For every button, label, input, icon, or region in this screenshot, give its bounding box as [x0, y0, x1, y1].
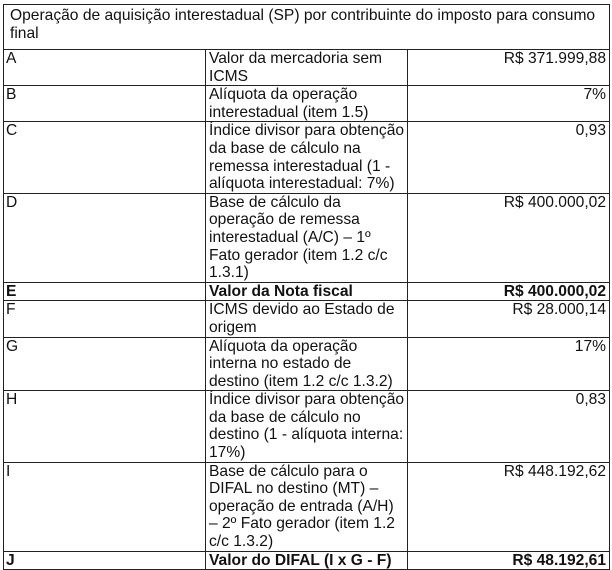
row-value: R$ 400.000,02	[408, 282, 610, 301]
row-letter: E	[4, 282, 206, 301]
row-description: Valor da Nota fiscal	[206, 282, 408, 301]
row-description: Valor da mercadoria sem ICMS	[206, 50, 408, 86]
row-letter: H	[4, 391, 206, 462]
row-description: Índice divisor para obtenção da base de cálculo na remessa interestadual (1 - alíquota interestadual: 7%)	[206, 122, 408, 193]
row-letter: B	[4, 86, 206, 122]
table-row-difal-total	[4, 551, 610, 570]
row-letter: F	[4, 301, 206, 337]
row-value: R$ 48.192,61	[408, 551, 610, 570]
row-value: R$ 400.000,02	[408, 193, 610, 282]
row-letter: I	[4, 462, 206, 551]
row-description: Valor do DIFAL (I x G - F)	[206, 551, 408, 570]
row-letter: J	[4, 551, 206, 570]
row-description: ICMS devido ao Estado de origem	[206, 301, 408, 337]
row-value: 7%	[408, 86, 610, 122]
row-value: 0,93	[408, 122, 610, 193]
table-title-row	[4, 5, 610, 50]
row-letter: G	[4, 337, 206, 391]
row-value: R$ 371.999,88	[408, 50, 610, 86]
row-letter: D	[4, 193, 206, 282]
table-row	[4, 86, 610, 122]
row-letter: C	[4, 122, 206, 193]
table-row-total-invoice	[4, 282, 610, 301]
table-row	[4, 122, 610, 193]
difal-calculation-table	[3, 4, 610, 570]
row-letter: A	[4, 50, 206, 86]
table-row	[4, 462, 610, 551]
row-description: Alíquota da operação interna no estado de destino (item 1.2 c/c 1.3.2)	[206, 337, 408, 391]
table-title: Operação de aquisição interestadual (SP) por contribuinte do imposto para consumo final	[4, 5, 610, 50]
row-description: Base de cálculo da operação de remessa interestadual (A/C) – 1º Fato gerador (item 1.2 c/c 1.3.1)	[206, 193, 408, 282]
row-value: 0,83	[408, 391, 610, 462]
row-description: Alíquota da operação interestadual (item 1.5)	[206, 86, 408, 122]
row-value: R$ 448.192,62	[408, 462, 610, 551]
row-value: 17%	[408, 337, 610, 391]
table-row	[4, 391, 610, 462]
table-row	[4, 193, 610, 282]
row-value: R$ 28.000,14	[408, 301, 610, 337]
table-row	[4, 50, 610, 86]
row-description: Base de cálculo para o DIFAL no destino (MT) – operação de entrada (A/H) – 2º Fato gerador (item 1.2 c/c 1.3.2)	[206, 462, 408, 551]
table-row	[4, 337, 610, 391]
row-description: Índice divisor para obtenção da base de cálculo no destino (1 - alíquota interna: 17%)	[206, 391, 408, 462]
table-row	[4, 301, 610, 337]
